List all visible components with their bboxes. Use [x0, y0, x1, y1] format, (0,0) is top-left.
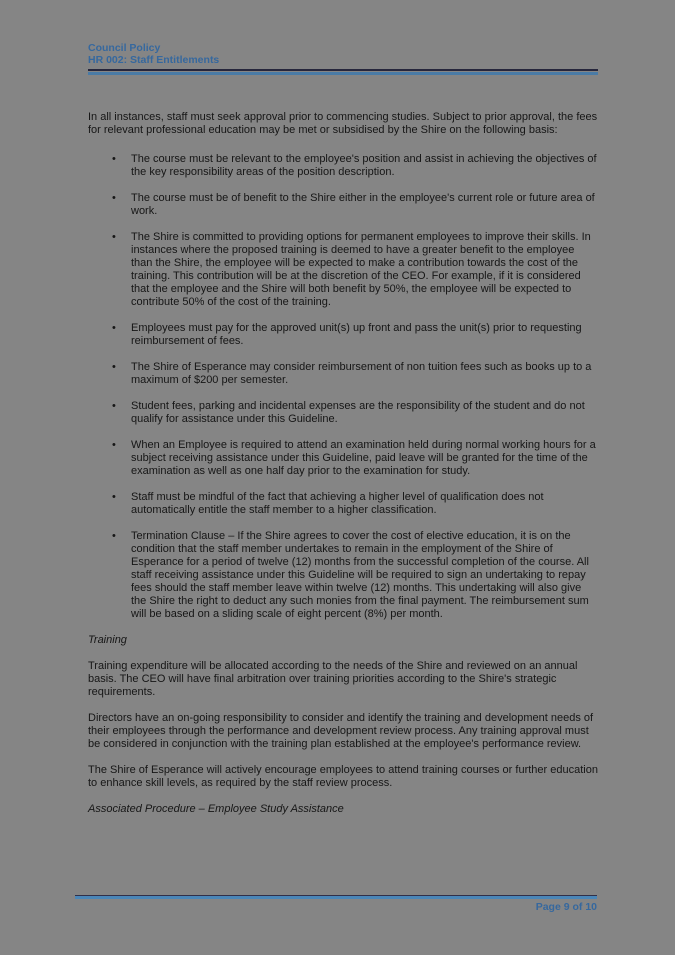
bullet-item [88, 439, 598, 478]
bullet-text: Employees must pay for the approved unit(s) up front and pass the unit(s) prior to requesting reimbursement of fees. [131, 322, 582, 347]
training-paragraph: The Shire of Esperance will actively encourage employees to attend training courses or further education to enhance skill levels, as required by the staff review process. [88, 764, 598, 789]
bullet-item [88, 153, 598, 179]
header-policy-title: HR 002: Staff Entitlements [88, 54, 220, 66]
bullet-text: The Shire of Esperance may consider reimbursement of non tuition fees such as books up to a maximum of $200 per semester. [131, 361, 592, 386]
training-paragraph: Directors have an on-going responsibility to consider and identify the training and development needs of their employees through the performance and development review process. Any training approval must be considered in conjunction with the training plan established at the employee's performance review. [88, 712, 594, 750]
bullet-text: Termination Clause – If the Shire agrees to cover the cost of elective education, it is on the condition that the staff member undertakes to remain in the employment of the Shire of Esperance for a period of twelve (12) months from the successful completion of the course. All staff receiving assistance under this Guideline will be required to sign an undertaking to repay fees should the staff member leave within twelve (12) months. This undertaking will also give the Shire the right to deduct any such monies from the final payment. The reimbursement sum will be based on a sliding scale of eight percent (8%) per month. [131, 530, 589, 620]
page-content [88, 42, 598, 816]
bullet-text: The course must be of benefit to the Shire either in the employee's current role or future area of work. [131, 192, 595, 217]
bullet-item [88, 491, 598, 517]
footer-divider [75, 895, 597, 899]
bullet-text: Student fees, parking and incidental expenses are the responsibility of the student and do not qualify for assistance under this Guideline. [131, 400, 585, 425]
intro-paragraph: In all instances, staff must seek approval prior to commencing studies. Subject to prior approval, the fees for relevant professional education may be met or subsidised by the Shire on the following basis: [88, 111, 598, 136]
page-number: Page 9 of 10 [535, 901, 597, 913]
document-header [88, 42, 598, 75]
bullet-item [88, 192, 598, 218]
training-section-heading: Training [88, 634, 127, 646]
footer-divider-accent [75, 896, 597, 899]
header-divider [88, 69, 598, 75]
associated-procedure-line: Associated Procedure – Employee Study Assistance [88, 803, 344, 815]
bullet-text: The Shire is committed to providing options for permanent employees to improve their skills. In instances where the proposed training is deemed to have a greater benefit to the employee than the Shire, the employee will be expected to make a contribution towards the cost of the training. This contribution will be at the discretion of the CEO. For example, if it is considered that the employee and the Shire will both benefit by 50%, the employee will be expected to contribute 50% of the cost of the training. [131, 231, 591, 308]
bullet-list [88, 153, 598, 621]
header-divider-accent [88, 72, 598, 75]
bullet-item [88, 322, 598, 348]
header-policy-type: Council Policy [88, 42, 161, 54]
bullet-item [88, 361, 598, 387]
bullet-text: When an Employee is required to attend an examination held during normal working hours for a subject receiving assistance under this Guideline, paid leave will be granted for the time of the examination as well as one half day prior to the examination for study. [131, 439, 596, 477]
document-body [88, 111, 598, 816]
training-paragraph: Training expenditure will be allocated according to the needs of the Shire and reviewed on an annual basis. The CEO will have final arbitration over training priorities according to the Shire's strategic requirements. [88, 660, 578, 698]
document-footer [75, 895, 597, 913]
bullet-text: Staff must be mindful of the fact that achieving a higher level of qualification does not automatically entitle the staff member to a higher classification. [131, 491, 544, 516]
bullet-item [88, 231, 598, 309]
bullet-item [88, 400, 598, 426]
bullet-item [88, 530, 598, 621]
bullet-text: The course must be relevant to the employee's position and assist in achieving the objectives of the key responsibility areas of the position description. [131, 153, 597, 178]
